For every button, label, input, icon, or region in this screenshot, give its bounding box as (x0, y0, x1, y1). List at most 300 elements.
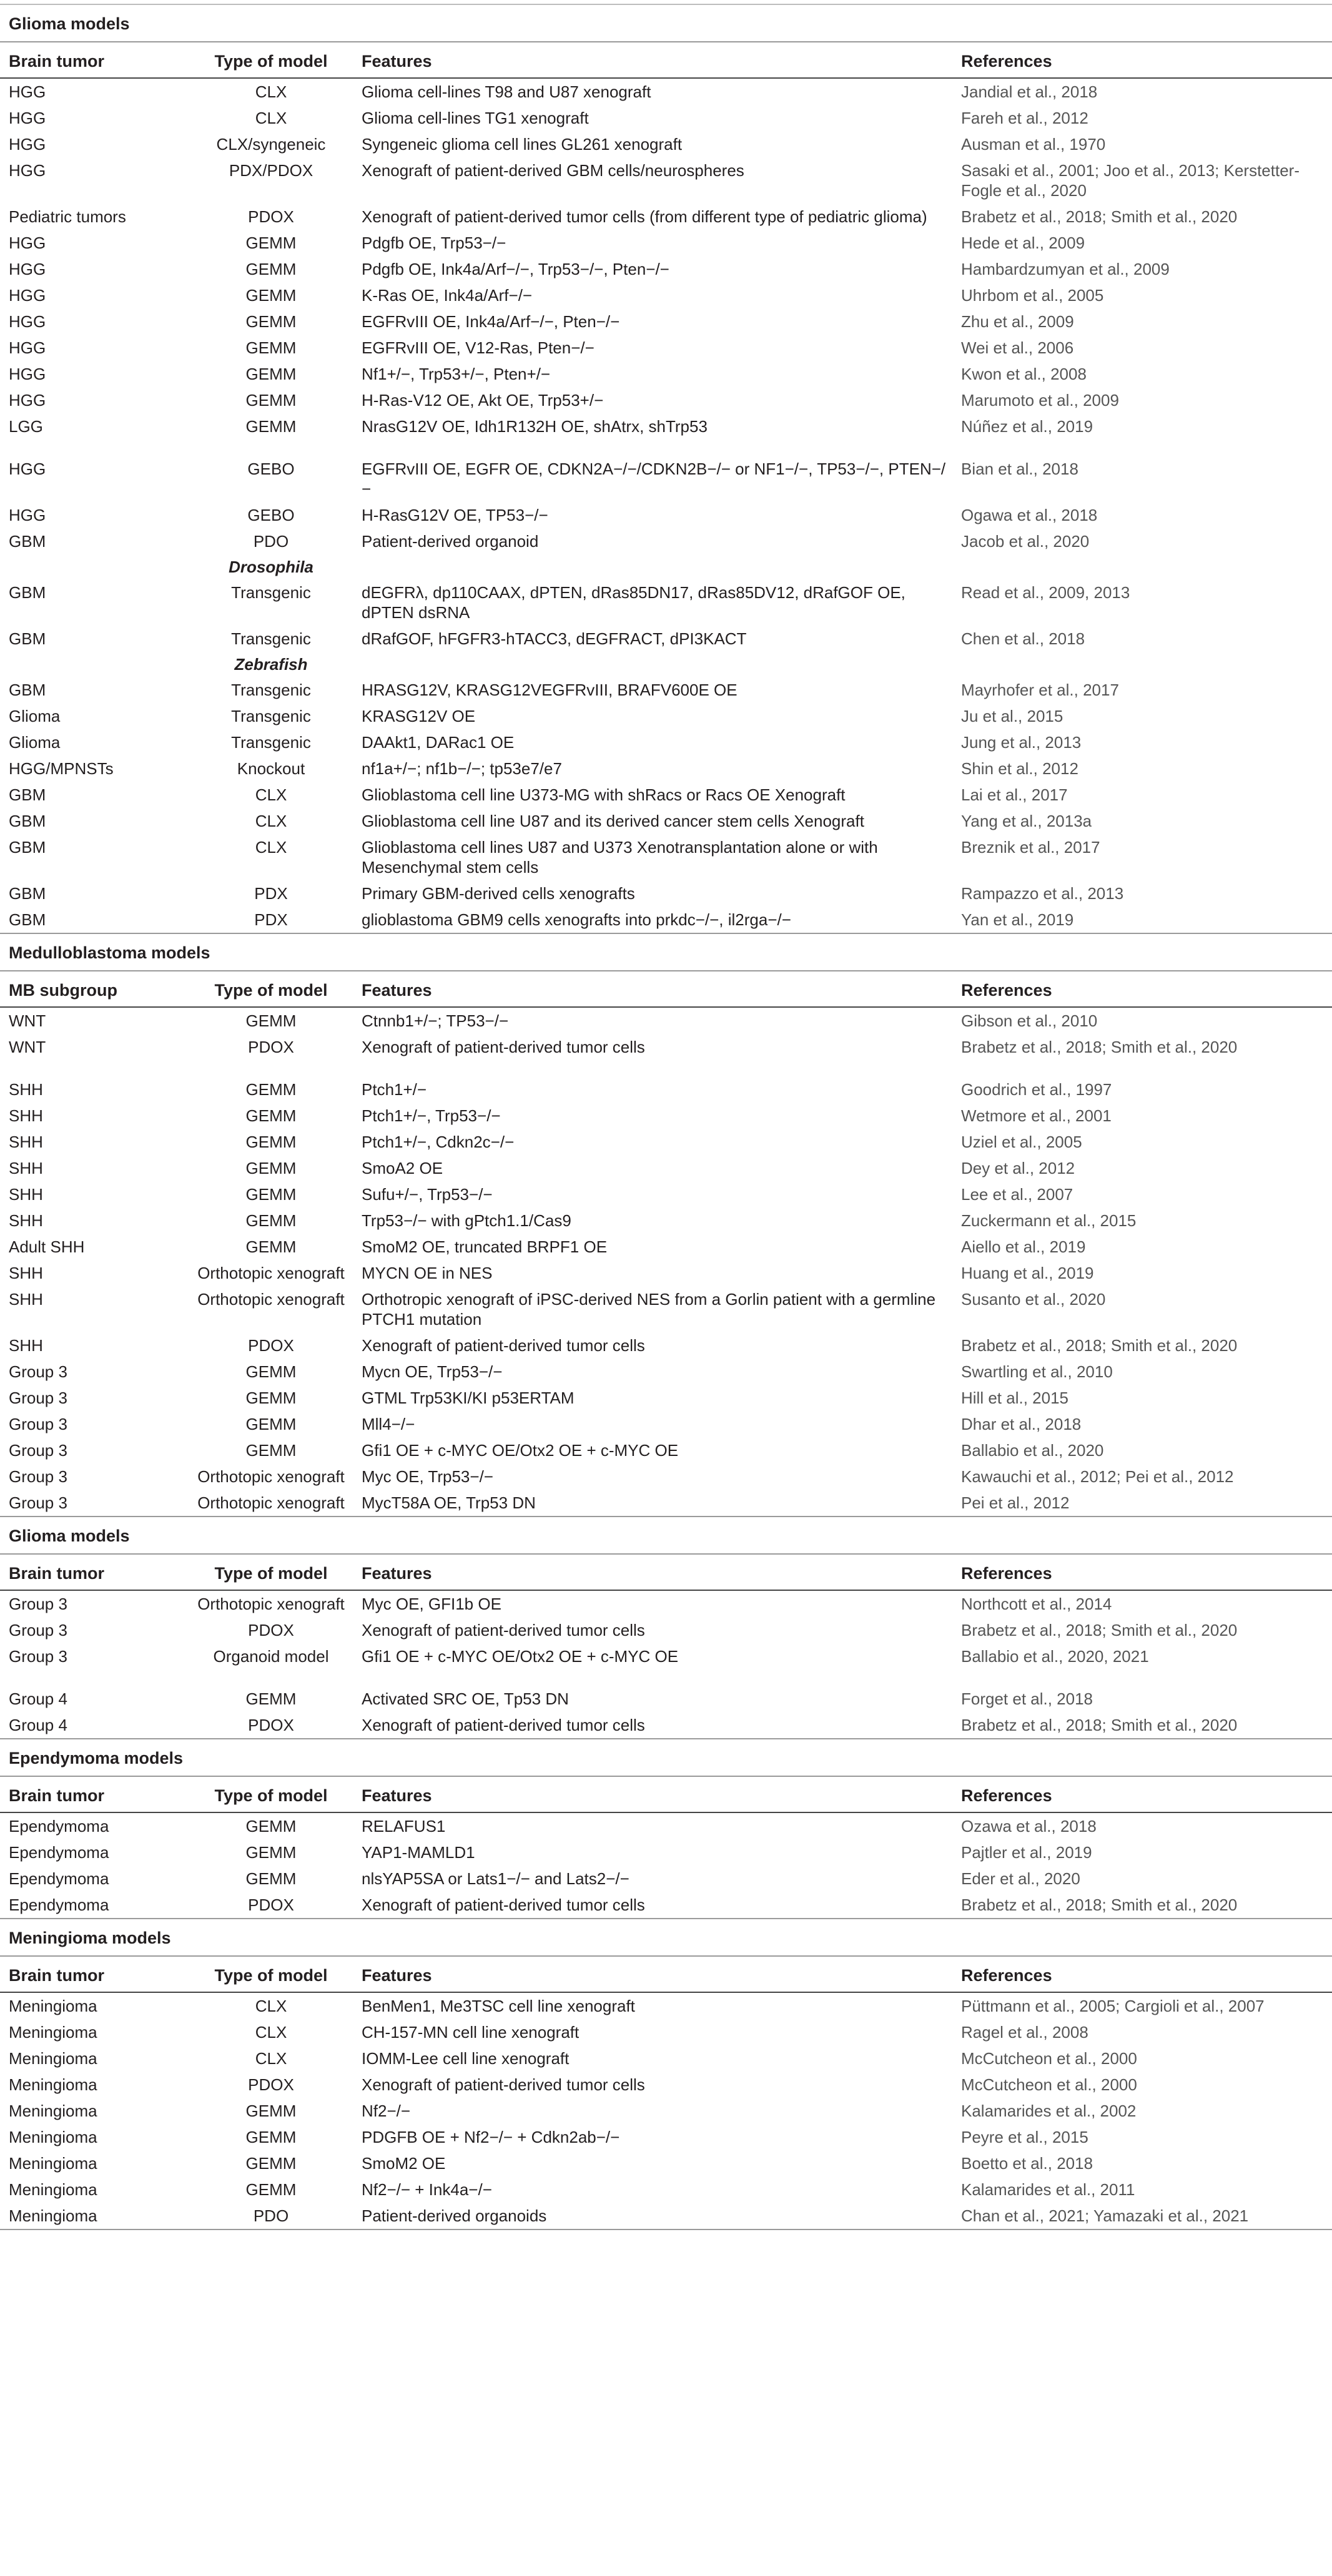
cell-references: Yan et al., 2019 (952, 907, 1332, 933)
cell-model-type: GEMM (245, 417, 297, 436)
table-row (0, 1686, 1332, 1712)
cell-model-type: GEMM (245, 1441, 297, 1460)
cell-references: Uhrbom et al., 2005 (961, 286, 1104, 305)
cell-features: Sufu+/−, Trp53−/− (362, 1185, 493, 1204)
cell-features: PDGFB OE + Nf2−/− + Cdkn2ab−/− (362, 2128, 620, 2146)
cell-features: Myc OE, GFI1b OE (362, 1595, 501, 1613)
cell-tumor: SHH (9, 1133, 43, 1151)
cell-features: Patient-derived organoids (353, 2203, 952, 2229)
cell-references: Püttmann et al., 2005; Cargioli et al., 2007 (961, 1997, 1265, 2015)
column-header-type: Type of model (184, 1554, 353, 1590)
cell-model-type: CLX (255, 812, 287, 830)
cell-references: Sasaki et al., 2001; Joo et al., 2013; Kerstetter-Fogle et al., 2020 (961, 161, 1300, 200)
cell-model-type: GEMM (245, 312, 297, 331)
cell-features: Orthotropic xenograft of iPSC-derived NES from a Gorlin patient with a germline PTCH1 mutation (362, 1290, 936, 1329)
subheading-row (0, 652, 1332, 677)
column-header-references: References (952, 1776, 1332, 1812)
cell-tumor: Meningioma (0, 2203, 184, 2229)
cell-tumor: WNT (9, 1011, 46, 1030)
table-row (0, 834, 1332, 880)
cell-model-type: GEMM (245, 2128, 297, 2146)
table-row (0, 1812, 1332, 1839)
cell-references: Ogawa et al., 2018 (961, 506, 1098, 524)
cell-references: Peyre et al., 2015 (961, 2128, 1088, 2146)
spacer-row (0, 1669, 1332, 1686)
cell-features: Trp53−/− with gPtch1.1/Cas9 (362, 1211, 571, 1230)
cell-model-type: Orthotopic xenograft (197, 1467, 345, 1486)
column-header-tumor: Brain tumor (0, 42, 184, 78)
column-header-references: References (952, 42, 1332, 78)
cell-references: Rampazzo et al., 2013 (961, 884, 1124, 903)
cell-model-type: GEMM (245, 1389, 297, 1407)
cell-model-type: GEMM (245, 1415, 297, 1433)
cell-features: dEGFRλ, dp110CAAX, dPTEN, dRas85DN17, dRas85DV12, dRafGOF OE, dPTEN dsRNA (362, 583, 905, 622)
cell-features: RELAFUS1 (362, 1817, 446, 1836)
spacer-row (0, 440, 1332, 456)
cell-features: Pdgfb OE, Ink4a/Arf−/−, Trp53−/−, Pten−/− (362, 260, 669, 278)
cell-references: Mayrhofer et al., 2017 (961, 681, 1119, 699)
cell-features: Ptch1+/− (362, 1080, 427, 1099)
spacer-cell (0, 440, 1332, 456)
cell-tumor: Meningioma (9, 2154, 97, 2173)
cell-references: Swartling et al., 2010 (961, 1362, 1113, 1381)
cell-tumor: SHH (9, 1264, 43, 1282)
cell-model-type: Orthotopic xenograft (197, 1595, 345, 1613)
cell-model-type: PDOX (248, 207, 294, 226)
cell-model-type: GEMM (245, 1237, 297, 1256)
cell-model-type: Orthotopic xenograft (184, 1490, 353, 1517)
cell-tumor: SHH (9, 1159, 43, 1177)
cell-tumor: GBM (9, 583, 46, 602)
cell-model-type: GEMM (245, 2180, 297, 2199)
cell-features: Xenograft of patient-derived tumor cells (from different type of pediatric glioma) (362, 207, 927, 226)
cell-model-type: GEMM (245, 1211, 297, 1230)
cell-tumor: Meningioma (9, 2180, 97, 2199)
section-title-row (0, 1517, 1332, 1554)
cell-features: Mycn OE, Trp53−/− (362, 1362, 503, 1381)
cell-model-type: PDOX (248, 1621, 294, 1639)
header-row (0, 971, 1332, 1007)
table-row (0, 157, 1332, 204)
header-row (0, 42, 1332, 78)
section-title: Ependymoma models (0, 1739, 1332, 1776)
cell-model-type: PDOX (248, 1336, 294, 1355)
table-row (0, 1992, 1332, 2019)
table-row (0, 1034, 1332, 1060)
cell-references: Jacob et al., 2020 (961, 532, 1090, 551)
table-row (0, 230, 1332, 256)
cell-references: Wetmore et al., 2001 (961, 1106, 1112, 1125)
cell-features: NrasG12V OE, Idh1R132H OE, shAtrx, shTrp53 (362, 417, 708, 436)
cell-tumor: HGG (9, 109, 46, 127)
cell-model-type: GEMM (245, 2102, 297, 2120)
cell-features: Glioblastoma cell lines U87 and U373 Xenotransplantation alone or with Mesenchymal stem cells (362, 838, 878, 877)
cell-tumor: HGG/MPNSTs (9, 759, 114, 778)
subheading-spacer (353, 652, 1332, 677)
cell-model-type: GEMM (245, 338, 297, 357)
cell-features: Xenograft of patient-derived tumor cells (362, 1621, 645, 1639)
cell-references: Lee et al., 2007 (961, 1185, 1073, 1204)
table-row (0, 703, 1332, 729)
cell-model-type: PDOX (184, 1892, 353, 1919)
cell-references: Pei et al., 2012 (952, 1490, 1332, 1517)
cell-tumor: GBM (9, 785, 46, 804)
cell-tumor: Group 3 (9, 1415, 67, 1433)
table-row (0, 755, 1332, 782)
cell-model-type: GEMM (245, 391, 297, 410)
cell-tumor: HGG (9, 506, 46, 524)
cell-tumor: SHH (9, 1290, 43, 1309)
cell-tumor: HGG (9, 82, 46, 101)
table-row (0, 1463, 1332, 1490)
cell-features: Ptch1+/−, Cdkn2c−/− (362, 1133, 515, 1151)
cell-references: Chen et al., 2018 (961, 629, 1085, 648)
cell-tumor: Pediatric tumors (9, 207, 126, 226)
cell-tumor: Group 3 (9, 1647, 67, 1666)
table-row (0, 256, 1332, 282)
cell-tumor: SHH (9, 1336, 43, 1355)
cell-tumor: Ependymoma (0, 1892, 184, 1919)
cell-features: IOMM-Lee cell line xenograft (362, 2049, 570, 2068)
table-row (0, 880, 1332, 907)
table-row (0, 1103, 1332, 1129)
cell-model-type: CLX (255, 1997, 287, 2015)
table-row (0, 282, 1332, 308)
cell-model-type: CLX (255, 2023, 287, 2042)
cell-features: EGFRvIII OE, EGFR OE, CDKN2A−/−/CDKN2B−/− or NF1−/−, TP53−/−, PTEN−/− (362, 460, 946, 498)
cell-model-type: Orthotopic xenograft (197, 1264, 345, 1282)
table-row (0, 1437, 1332, 1463)
subheading-label: Drosophila (229, 558, 313, 576)
cell-tumor: Adult SHH (9, 1237, 85, 1256)
table-row (0, 1866, 1332, 1892)
cell-references: Ballabio et al., 2020, 2021 (961, 1647, 1149, 1666)
cell-references: Ausman et al., 1970 (961, 135, 1106, 154)
cell-references: Ozawa et al., 2018 (961, 1817, 1097, 1836)
cell-references: Jandial et al., 2018 (961, 82, 1098, 101)
table-body (0, 4, 1332, 2229)
cell-references: Aiello et al., 2019 (961, 1237, 1086, 1256)
cell-tumor: Meningioma (9, 2075, 97, 2094)
cell-features: Glioma cell-lines T98 and U87 xenograft (362, 82, 651, 101)
cell-tumor: Meningioma (9, 2023, 97, 2042)
cell-references: Breznik et al., 2017 (961, 838, 1100, 857)
cell-references: Kalamarides et al., 2002 (961, 2102, 1137, 2120)
cell-tumor: HGG (9, 391, 46, 410)
cell-model-type: GEMM (245, 1843, 297, 1862)
cell-features: BenMen1, Me3TSC cell line xenograft (362, 1997, 635, 2015)
section-title-row (0, 1919, 1332, 1956)
cell-tumor: HGG (9, 135, 46, 154)
cell-tumor: Meningioma (9, 2128, 97, 2146)
cell-features: H-RasG12V OE, TP53−/− (362, 506, 548, 524)
cell-model-type: GEMM (245, 1133, 297, 1151)
table-row (0, 1839, 1332, 1866)
table-row (0, 782, 1332, 808)
cell-model-type: Transgenic (231, 583, 311, 602)
cell-tumor: Meningioma (9, 1997, 97, 2015)
cell-tumor: Ependymoma (9, 1869, 109, 1888)
cell-features: MycT58A OE, Trp53 DN (353, 1490, 952, 1517)
cell-references: Fareh et al., 2012 (961, 109, 1088, 127)
table-row (0, 1411, 1332, 1437)
cell-features: DAAkt1, DARac1 OE (362, 733, 515, 752)
cell-features: Xenograft of patient-derived tumor cells (362, 1336, 645, 1355)
table-row (0, 2072, 1332, 2098)
cell-features: Activated SRC OE, Tp53 DN (362, 1689, 569, 1708)
column-header-tumor: MB subgroup (0, 971, 184, 1007)
cell-features: K-Ras OE, Ink4a/Arf−/− (362, 286, 533, 305)
cell-features: Mll4−/− (362, 1415, 415, 1433)
cell-model-type: GEMM (245, 365, 297, 383)
subheading-spacer (353, 554, 1332, 579)
column-header-references: References (952, 971, 1332, 1007)
table-row (0, 1260, 1332, 1286)
table-row (0, 1181, 1332, 1207)
cell-tumor: Meningioma (9, 2102, 97, 2120)
section-title-row (0, 1739, 1332, 1776)
cell-model-type: GEMM (245, 260, 297, 278)
cell-features: Nf2−/− + Ink4a−/− (362, 2180, 492, 2199)
table-row (0, 387, 1332, 413)
table-row (0, 308, 1332, 335)
cell-features: nf1a+/−; nf1b−/−; tp53e7/e7 (362, 759, 562, 778)
cell-model-type: PDO (253, 532, 289, 551)
table-row (0, 131, 1332, 157)
column-header-tumor: Brain tumor (0, 1554, 184, 1590)
cell-model-type: PDOX (184, 1712, 353, 1739)
cell-model-type: PDX (254, 884, 288, 903)
cell-features: Xenograft of patient-derived tumor cells (353, 1892, 952, 1919)
table-row (0, 1007, 1332, 1034)
cell-references: Núñez et al., 2019 (961, 417, 1093, 436)
cell-references: Brabetz et al., 2018; Smith et al., 2020 (961, 1621, 1238, 1639)
cell-references: Goodrich et al., 1997 (961, 1080, 1112, 1099)
cell-model-type: CLX (255, 838, 287, 857)
cell-tumor: HGG (9, 338, 46, 357)
table-row (0, 2150, 1332, 2176)
cell-model-type: GEMM (245, 286, 297, 305)
cell-model-type: GEMM (245, 1185, 297, 1204)
column-header-features: Features (353, 1554, 952, 1590)
table-row (0, 2176, 1332, 2203)
cell-model-type: PDOX (248, 1038, 294, 1056)
spacer-row (0, 1060, 1332, 1076)
cell-references: Zhu et al., 2009 (961, 312, 1074, 331)
section-title: Glioma models (0, 4, 1332, 42)
section-title: Medulloblastoma models (0, 933, 1332, 971)
table-row (0, 528, 1332, 554)
cell-tumor: HGG (9, 460, 46, 478)
cell-references: Shin et al., 2012 (961, 759, 1078, 778)
table-row (0, 808, 1332, 834)
cell-features: dRafGOF, hFGFR3-hTACC3, dEGFRACT, dPI3KACT (362, 629, 747, 648)
subheading-spacer (0, 554, 184, 579)
cell-model-type: GEMM (245, 1106, 297, 1125)
cell-tumor: GBM (9, 838, 46, 857)
cell-tumor: SHH (9, 1106, 43, 1125)
cell-references: Wei et al., 2006 (961, 338, 1074, 357)
subheading-label: Zebrafish (234, 655, 308, 674)
cell-model-type: CLX (255, 2049, 287, 2068)
cell-references: Hill et al., 2015 (961, 1389, 1068, 1407)
cell-references: Lai et al., 2017 (961, 785, 1068, 804)
cell-tumor: Glioma (9, 707, 61, 725)
table-row (0, 1490, 1332, 1517)
cell-model-type: Transgenic (231, 681, 311, 699)
cell-references: Jung et al., 2013 (961, 733, 1082, 752)
cell-tumor: GBM (9, 629, 46, 648)
cell-references: Gibson et al., 2010 (961, 1011, 1098, 1030)
cell-features: Syngeneic glioma cell lines GL261 xenograft (362, 135, 683, 154)
table-row (0, 361, 1332, 387)
cell-tumor: GBM (9, 532, 46, 551)
cell-references: Uziel et al., 2005 (961, 1133, 1082, 1151)
cell-references: Ballabio et al., 2020 (961, 1441, 1104, 1460)
cell-tumor: GBM (0, 907, 184, 933)
column-header-tumor: Brain tumor (0, 1956, 184, 1992)
table-row (0, 677, 1332, 703)
cell-model-type: CLX (255, 785, 287, 804)
table-row (0, 78, 1332, 105)
table-row (0, 1359, 1332, 1385)
cell-references: Ragel et al., 2008 (961, 2023, 1088, 2042)
cell-references: Huang et al., 2019 (961, 1264, 1094, 1282)
table-row (0, 1617, 1332, 1643)
cell-features: Glioma cell-lines TG1 xenograft (362, 109, 589, 127)
table-row (0, 1286, 1332, 1332)
cell-features: Myc OE, Trp53−/− (362, 1467, 493, 1486)
cell-features: GTML Trp53KI/KI p53ERTAM (362, 1389, 575, 1407)
cell-tumor: LGG (9, 417, 43, 436)
cell-model-type: Organoid model (213, 1647, 329, 1666)
cell-tumor: HGG (9, 234, 46, 252)
cell-model-type: GEMM (245, 1159, 297, 1177)
cell-features: Glioblastoma cell line U87 and its derived cancer stem cells Xenograft (362, 812, 864, 830)
cell-tumor: SHH (9, 1211, 43, 1230)
section-title-row (0, 4, 1332, 42)
cell-features: SmoA2 OE (362, 1159, 443, 1177)
table-row (0, 413, 1332, 440)
table-row (0, 729, 1332, 755)
cell-features: MYCN OE in NES (362, 1264, 493, 1282)
cell-tumor: Group 3 (9, 1621, 67, 1639)
cell-references: Hede et al., 2009 (961, 234, 1085, 252)
cell-tumor: HGG (9, 260, 46, 278)
column-header-references: References (952, 1554, 1332, 1590)
cell-tumor: Group 4 (0, 1712, 184, 1739)
cell-references: Hambardzumyan et al., 2009 (961, 260, 1170, 278)
cell-model-type: PDX (184, 907, 353, 933)
cell-tumor: Group 3 (9, 1441, 67, 1460)
cell-references: Dhar et al., 2018 (961, 1415, 1082, 1433)
table-row (0, 579, 1332, 626)
cell-references: Kawauchi et al., 2012; Pei et al., 2012 (961, 1467, 1234, 1486)
table-row (0, 1892, 1332, 1919)
table-row (0, 2019, 1332, 2045)
cell-features: Nf2−/− (362, 2102, 411, 2120)
cell-model-type: PDOX (248, 2075, 294, 2094)
column-header-tumor: Brain tumor (0, 1776, 184, 1812)
cell-features: Nf1+/−, Trp53+/−, Pten+/− (362, 365, 551, 383)
cell-tumor: Group 3 (9, 1595, 67, 1613)
cell-features: Gfi1 OE + c-MYC OE/Otx2 OE + c-MYC OE (362, 1441, 679, 1460)
cell-model-type: GEMM (245, 1080, 297, 1099)
cell-features: SmoM2 OE, truncated BRPF1 OE (362, 1237, 608, 1256)
cell-references: Kalamarides et al., 2011 (961, 2180, 1135, 2199)
cell-references: Brabetz et al., 2018; Smith et al., 2020 (961, 1038, 1238, 1056)
table-row (0, 456, 1332, 502)
cell-tumor: GBM (9, 681, 46, 699)
cell-model-type: PDO (184, 2203, 353, 2229)
cell-references: Brabetz et al., 2018; Smith et al., 2020 (961, 207, 1238, 226)
cell-tumor: HGG (9, 312, 46, 331)
cell-model-type: Transgenic (231, 733, 311, 752)
column-header-type: Type of model (184, 971, 353, 1007)
cell-references: Forget et al., 2018 (961, 1689, 1093, 1708)
cell-features: YAP1-MAMLD1 (362, 1843, 475, 1862)
cell-model-type: GEMM (245, 1011, 297, 1030)
cell-features: Primary GBM-derived cells xenografts (362, 884, 635, 903)
cell-references: Pajtler et al., 2019 (961, 1843, 1092, 1862)
cell-features: KRASG12V OE (362, 707, 476, 725)
cell-references: Northcott et al., 2014 (961, 1595, 1112, 1613)
cell-model-type: CLX (255, 82, 287, 101)
spacer-cell (0, 1669, 1332, 1686)
table-row (0, 2045, 1332, 2072)
cell-features: Pdgfb OE, Trp53−/− (362, 234, 506, 252)
brain-tumor-models-table (0, 4, 1332, 2230)
cell-features: glioblastoma GBM9 cells xenografts into prkdc−/−, il2rga−/− (353, 907, 952, 933)
cell-tumor: WNT (9, 1038, 46, 1056)
table-row (0, 2203, 1332, 2229)
table-row (0, 335, 1332, 361)
spacer-cell (0, 1060, 1332, 1076)
cell-features: EGFRvIII OE, Ink4a/Arf−/−, Pten−/− (362, 312, 620, 331)
cell-features: Xenograft of patient-derived tumor cells (362, 1038, 645, 1056)
cell-tumor: Glioma (9, 733, 61, 752)
cell-references: Kwon et al., 2008 (961, 365, 1087, 383)
header-row (0, 1956, 1332, 1992)
cell-model-type: PDX/PDOX (229, 161, 313, 180)
cell-features: Patient-derived organoid (362, 532, 539, 551)
column-header-features: Features (353, 1956, 952, 1992)
section-title-row (0, 933, 1332, 971)
cell-references: Ju et al., 2015 (961, 707, 1063, 725)
cell-model-type: GEMM (245, 1817, 297, 1836)
cell-features: Xenograft of patient-derived GBM cells/neurospheres (362, 161, 744, 180)
cell-references: Brabetz et al., 2018; Smith et al., 2020 (961, 1336, 1238, 1355)
cell-tumor: Group 3 (9, 1362, 67, 1381)
cell-model-type: Transgenic (231, 707, 311, 725)
cell-tumor: GBM (9, 812, 46, 830)
cell-model-type: GEMM (245, 2154, 297, 2173)
cell-tumor: GBM (9, 884, 46, 903)
cell-references: Marumoto et al., 2009 (961, 391, 1119, 410)
column-header-features: Features (353, 1776, 952, 1812)
section-title: Glioma models (0, 1517, 1332, 1554)
table-row (0, 1590, 1332, 1617)
cell-model-type: GEMM (245, 1689, 297, 1708)
column-header-features: Features (353, 42, 952, 78)
cell-references: Brabetz et al., 2018; Smith et al., 2020 (952, 1712, 1332, 1739)
cell-model-type: GEBO (247, 506, 295, 524)
cell-references: Zuckermann et al., 2015 (961, 1211, 1137, 1230)
table-row (0, 502, 1332, 528)
table-row (0, 1207, 1332, 1234)
cell-references: Brabetz et al., 2018; Smith et al., 2020 (952, 1892, 1332, 1919)
cell-model-type: GEBO (247, 460, 295, 478)
